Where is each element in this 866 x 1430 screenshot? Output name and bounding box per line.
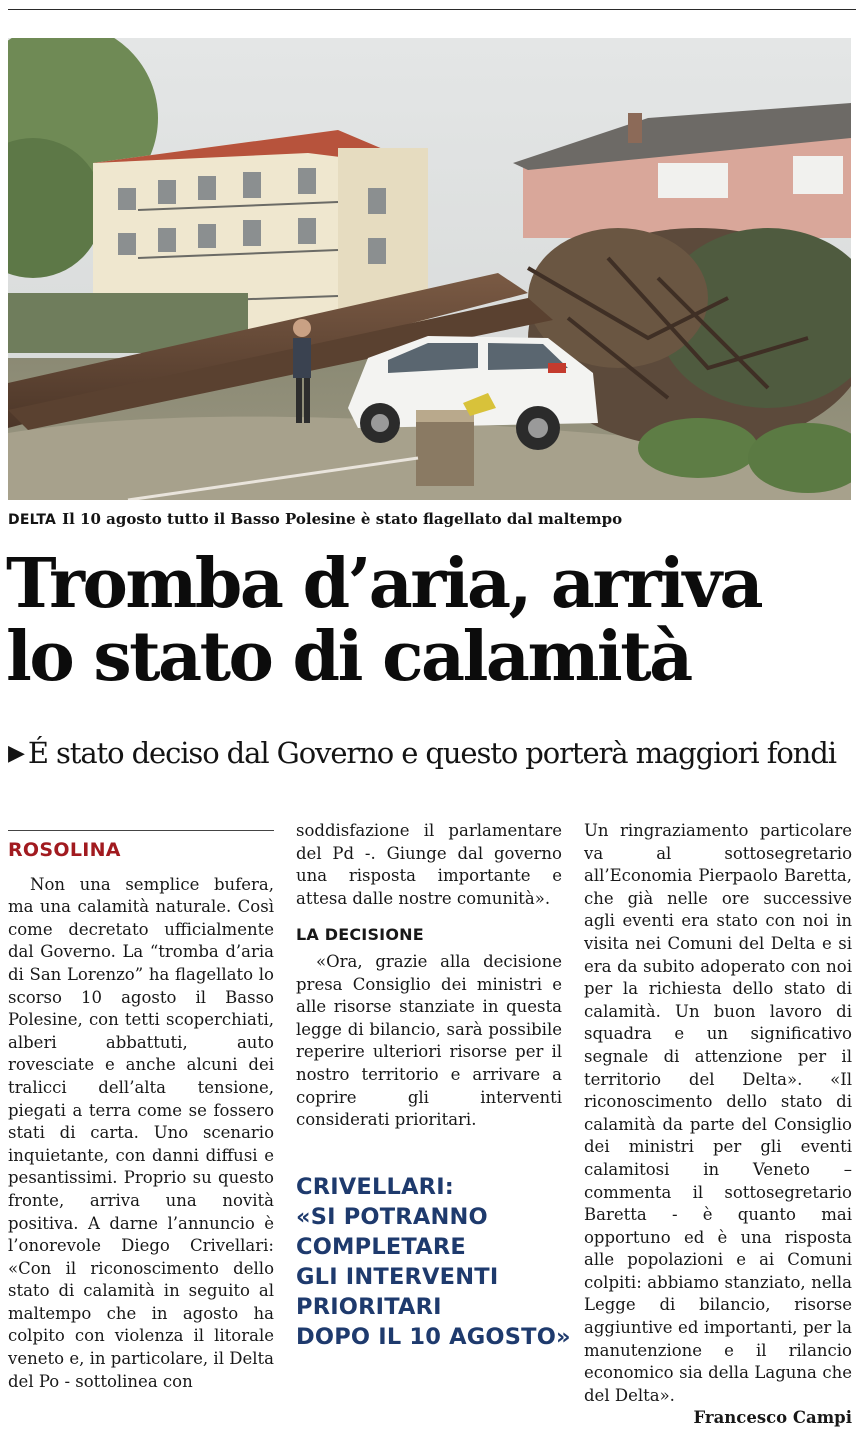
article-column-1 bbox=[8, 820, 274, 1393]
article-column-3 bbox=[584, 820, 852, 1430]
article-paragraph: Non una semplice bufera, ma una calamità naturale. Così come decretato ufficialmente dal Governo. La “tromba d’aria di San Lorenzo” ha flagellato lo scorso 10 agosto il Basso Polesine, con tetti scoperchiati, alberi abbattuti, auto rovesciate e anche alcuni dei tralicci dell’alta tensione, piegati a terra come se fossero stati di carta. Uno scenario inquietante, con danni diffusi e pesantissimi. Proprio su questo fronte, arriva una novità positiva. A darne l’annuncio è l’onorevole Diego Crivellari: «Con il riconoscimento dello stato di calamità in seguito al maltempo che in agosto ha colpito con violenza il litorale veneto e, in particolare, il Delta del Po - sottolinea con bbox=[8, 874, 274, 1391]
photo-fallen-pine-on-car bbox=[8, 38, 851, 500]
article-paragraph: Un ringraziamento particolare va al sottosegretario all’Economia Pierpaolo Baretta, che già nelle ore successive agli eventi era stato con noi in visita nei Comuni del Delta e si era da subito adoperato con noi per la richiesta dello stato di calamità. Un buon lavoro di squadra e un significativo segnale di attenzione per il territorio del Delta». «Il riconoscimento dello stato di calamità da parte del Consiglio dei ministri per gli eventi calamitosi in Veneto – commenta il sottosegretario Baretta - è quanto mai opportuno ed è una risposta alle popolazioni e ai Comuni colpiti: abbiamo stanziato, nella Legge di bilancio, risorse aggiuntive ed importanti, per la manutenzione e il rilancio economico sia della Laguna che del Delta». bbox=[584, 821, 852, 1405]
article-paragraph: soddisfazione il parlamentare del Pd -. Giunge dal governo una risposta importante e attesa dalle nostre comunità». bbox=[296, 821, 562, 908]
triangle-marker-icon: ▶ bbox=[8, 741, 24, 766]
article-paragraph: «Ora, grazie alla decisione presa Consiglio dei ministri e alle risorse stanziate in questa legge di bilancio, sarà possibile reperire ulteriori risorse per il nostro territorio e arrivare a coprire gli interventi considerati prioritari. bbox=[296, 951, 562, 1130]
pull-quote-line: GLI INTERVENTI bbox=[296, 1263, 499, 1290]
section-label: ROSOLINA bbox=[8, 839, 121, 861]
pull-quote-line: COMPLETARE bbox=[296, 1233, 466, 1260]
caption-kicker: DELTA bbox=[8, 512, 57, 528]
pull-quote-line: DOPO IL 10 AGOSTO» bbox=[296, 1323, 571, 1350]
pull-quote bbox=[296, 1172, 571, 1352]
pull-quote-line: PRIORITARI bbox=[296, 1293, 442, 1320]
photo-caption bbox=[8, 510, 858, 528]
top-rule bbox=[8, 9, 856, 10]
pull-quote-line: «SI POTRANNO bbox=[296, 1203, 488, 1230]
subheadline-text: É stato deciso dal Governo e questo porterà maggiori fondi bbox=[27, 736, 836, 770]
headline-line-1: Tromba d’aria, arriva bbox=[6, 544, 762, 624]
caption-text: Il 10 agosto tutto il Basso Polesine è stato flagellato dal maltempo bbox=[62, 510, 623, 528]
section-rule bbox=[8, 830, 274, 831]
headline bbox=[6, 544, 862, 697]
pull-quote-line: CRIVELLARI: bbox=[296, 1173, 454, 1200]
headline-line-2: lo stato di calamità bbox=[6, 617, 691, 697]
news-photo bbox=[8, 38, 851, 500]
section-subtitle: LA DECISIONE bbox=[296, 925, 424, 945]
article-column-2 bbox=[296, 820, 571, 1352]
byline: Francesco Campi bbox=[693, 1408, 852, 1428]
subheadline bbox=[8, 736, 864, 770]
